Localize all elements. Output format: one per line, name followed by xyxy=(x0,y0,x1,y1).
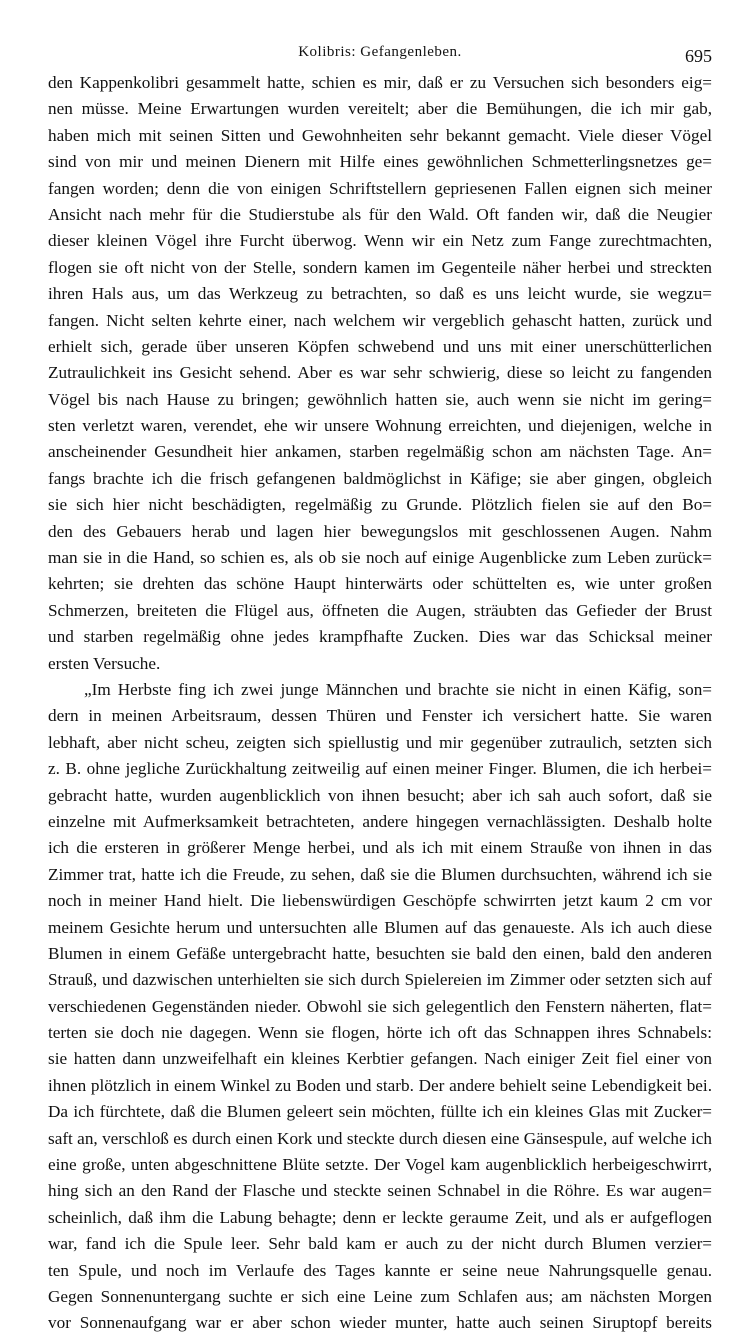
text-line: einzelne mit Aufmerksamkeit betrachteten, andere hingegen vernachlässigten. Deshalb holte xyxy=(48,811,712,831)
text-line: man sie in die Hand, so schien es, als ob sie noch auf einige Augenblicke zum Leben zurück= xyxy=(48,548,712,568)
text-line: den des Gebauers herab und lagen hier bewegungslos mit geschlossenen Augen. Nahm xyxy=(48,521,712,541)
text-line: fangen. Nicht selten kehrte einer, nach welchem wir vergeblich gehascht hatten, zurück und xyxy=(48,310,712,330)
text-line: Blumen in einem Gefäße untergebracht hatte, besuchten sie bald den einen, bald den anderen xyxy=(48,943,712,963)
running-title: Kolibris: Gefangenleben. xyxy=(298,44,462,60)
text-line: ich die ersteren in größerer Menge herbei, und als ich mit einem Strauße von ihnen in das xyxy=(48,838,712,858)
page-number: 695 xyxy=(685,46,712,66)
text-line: Strauß, und dazwischen unterhielten sie sich durch Spielereien im Zimmer oder setzten sich auf xyxy=(48,970,712,990)
text-line: erhielt sich, gerade über unseren Köpfen schwebend und uns mit einer unerschütterlichen xyxy=(48,336,712,356)
text-line: Schmerzen, breiteten die Flügel aus, öffneten die Augen, sträubten das Gefieder der Brust xyxy=(48,600,712,620)
text-line: Da ich fürchtete, daß die Blumen geleert sein möchten, füllte ich ein kleines Glas mit Zucker= xyxy=(48,1102,712,1122)
text-line: terten sie doch nie dagegen. Wenn sie flogen, hörte ich oft das Schnappen ihres Schnabels: xyxy=(48,1023,712,1043)
text-line: eine große, unten abgeschnittene Blüte setzte. Der Vogel kam augenblicklich herbeigeschwirrt, xyxy=(48,1155,712,1175)
text-line: z. B. ohne jegliche Zurückhaltung zeitweilig auf einen meiner Finger. Blumen, die ich herbei= xyxy=(48,759,712,779)
text-line: Zutraulichkeit ins Gesicht sehend. Aber es war sehr schwierig, diese so leicht zu fangenden xyxy=(48,363,712,383)
text-line: „Im Herbste fing ich zwei junge Männchen und brachte sie nicht in einen Käfig, son= xyxy=(84,679,712,699)
text-line: den Kappenkolibri gesammelt hatte, schien es mir, daß er zu Versuchen sich besonders eig= xyxy=(48,73,712,92)
text-line: saft an, verschloß es durch einen Kork und steckte durch diesen eine Gänsespule, auf welche ich xyxy=(48,1128,712,1148)
paragraph xyxy=(48,677,712,1337)
text-line: sie hatten dann unzweifelhaft ein kleines Kerbtier gefangen. Nach einiger Zeit fiel einer von xyxy=(48,1049,712,1069)
text-line: nen müsse. Meine Erwartungen wurden vereitelt; aber die Bemühungen, die ich mir gab, xyxy=(48,99,712,119)
text-line: sten verletzt waren, verendet, ehe wir unsere Wohnung erreichten, und diejenigen, welche in xyxy=(48,416,712,436)
text-line: haben mich mit seinen Sitten und Gewohnheiten sehr bekannt gemacht. Viele dieser Vögel xyxy=(48,125,712,145)
text-line: Vögel bis nach Hause zu bringen; gewöhnlich hatten sie, auch wenn sie nicht im gering= xyxy=(48,389,712,409)
text-line: meinem Gesichte herum und untersuchten alle Blumen auf das genaueste. Als ich auch diese xyxy=(48,917,712,937)
paragraph xyxy=(48,70,712,677)
text-line: war, fand ich die Spule leer. Sehr bald kam er auch zu der nicht durch Blumen verzier= xyxy=(48,1234,712,1254)
text-line: dieser kleinen Vögel ihre Furcht überwog. Wenn wir ein Netz zum Fange zurechtmachten, xyxy=(48,231,712,251)
text-line: Ansicht nach mehr für die Studierstube als für den Wald. Oft fanden wir, daß die Neugier xyxy=(48,204,712,224)
text-line: sie sich hier nicht beschädigten, regelmäßig zu Grunde. Plötzlich fielen sie auf den Bo= xyxy=(48,495,712,515)
text-line: ersten Versuche. xyxy=(48,653,161,673)
text-line: fangen worden; denn die von einigen Schriftstellern gepriesenen Fallen eignen sich meiner xyxy=(48,178,712,198)
text-line: dern in meinen Arbeitsraum, dessen Thüren und Fenster ich versichert hatte. Sie waren xyxy=(48,706,712,726)
text-line: lebhaft, aber nicht scheu, zeigten sich spiellustig und mir gegenüber zutraulich, setzten sich xyxy=(48,732,712,752)
text-line: verschiedenen Gegenständen nieder. Obwohl sie sich gelegentlich den Fenstern näherten, flat= xyxy=(48,996,712,1016)
text-line: hing sich an den Rand der Flasche und steckte seinen Schnabel in die Röhre. Es war augen= xyxy=(48,1181,712,1201)
text-line: fangs brachte ich die frisch gefangenen baldmöglichst in Käfige; sie aber gingen, obgleich xyxy=(48,468,712,488)
text-line: ten Spule, und noch im Verlaufe des Tages kannte er seine neue Nahrungsquelle genau. xyxy=(48,1260,712,1280)
text-line: flogen sie oft nicht von der Stelle, sondern kamen im Gegenteile näher herbei und streckten xyxy=(48,257,712,277)
page-header xyxy=(48,44,712,68)
text-line: vor Sonnenaufgang war er aber schon wieder munter, hatte auch seinen Siruptopf bereits xyxy=(48,1313,712,1333)
text-line: gebracht hatte, wurden augenblicklich von ihnen besucht; aber ich sah auch sofort, daß sie xyxy=(48,785,712,805)
text-line: noch in meiner Hand hielt. Die liebenswürdigen Geschöpfe schwirrten jetzt kaum 2 cm vor xyxy=(48,891,712,911)
text-line: scheinlich, daß ihm die Labung behagte; denn er leckte geraume Zeit, und als er aufgeflogen xyxy=(48,1207,712,1227)
text-line: ihren Hals aus, um das Werkzeug zu betrachten, so daß es uns leicht wurde, sie wegzu= xyxy=(48,284,712,304)
text-line: und starben regelmäßig ohne jedes krampfhafte Zucken. Dies war das Schicksal meiner xyxy=(48,627,712,647)
text-line: kehrten; sie drehten das schöne Haupt hinterwärts oder schüttelten es, wie unter großen xyxy=(48,574,712,594)
text-line: ihnen plötzlich in einem Winkel zu Boden und starb. Der andere behielt seine Lebendigkeit bei. xyxy=(48,1075,712,1095)
text-line: sind von mir und meinen Dienern mit Hilfe eines gewöhnlichen Schmetterlingsnetzes ge= xyxy=(48,152,712,172)
page-body xyxy=(48,70,712,1337)
text-line: Zimmer trat, hatte ich die Freude, zu sehen, daß sie die Blumen durchsuchten, während ich sie xyxy=(48,864,712,884)
text-line: anscheinender Gesundheit hier ankamen, starben regelmäßig schon am nächsten Tage. An= xyxy=(48,442,712,462)
text-line: Gegen Sonnenuntergang suchte er sich eine Leine zum Schlafen aus; am nächsten Morgen xyxy=(48,1286,712,1306)
